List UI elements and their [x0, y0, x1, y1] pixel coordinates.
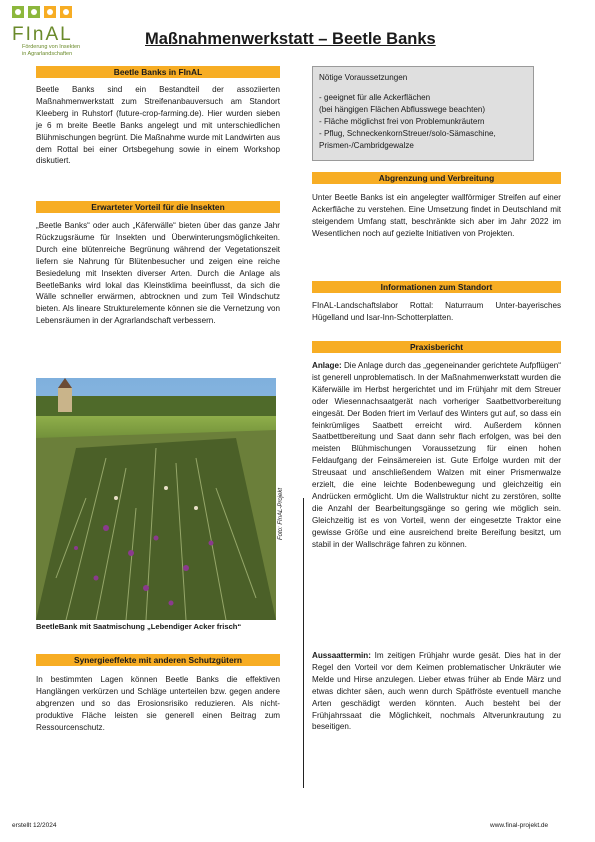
- section-header-site-info: Informationen zum Standort: [312, 281, 561, 293]
- logo-subtitle: Förderung von Insekten in Agrarlandschaften: [22, 44, 81, 57]
- sowing-date-label: Aussaattermin:: [312, 651, 371, 660]
- requirement-item: - Pflug, SchneckenkornStreuer/solo-Sämaschine, Prismen-/Cambridgewalze: [319, 128, 496, 150]
- requirements-box: [312, 66, 534, 161]
- footer-website[interactable]: www.final-projekt.de: [490, 822, 549, 829]
- practice-report-sowing-date: [312, 650, 561, 733]
- sowing-date-text: Im zeitigen Frühjahr wurde gesät. Dies hat in der Regel den Vorteil vor dem Keimen problematischer Unkräuter wie Melde und Hirse anzulegen. Lieber etwas früher ab Ende März und etwas dichter säen, auch wenn durch Spätfröste eventuell manche Arten geschädigt werden könnten. Auch besteht bei der Frühjahrssaat die Möglichkeit, nochmals Altverunkrautung zu beseitigen.: [312, 651, 561, 732]
- section-header-expected-benefit: Erwarteter Vorteil für die Insekten: [36, 201, 280, 213]
- requirements-title: Nötige Voraussetzungen: [319, 73, 408, 82]
- requirement-item: (bei hängigen Flächen Abflusswege beachten): [319, 104, 486, 114]
- column-divider: [303, 498, 304, 788]
- section-header-practice-report: Praxisbericht: [312, 341, 561, 353]
- requirement-item: - Fläche möglichst frei von Problemunkräutern: [319, 116, 485, 126]
- section-text-beetle-banks: Beetle Banks sind ein Bestandteil der assoziierten Maßnahmenwerkstatt zum Streifenanbauversuch am Standort Kleeberg in Ruhstorf (future-crop-farming.de). Hier wurden sieben je 6 m breite Beetle Banks angelegt und mit unterschiedlichen Blühmischungen begrünt. Die Maßnahme wurde mit Landwirten aus dem Rottal bei einer Ortsbegehung sowie in einem Workshop diskutiert.: [36, 85, 280, 166]
- page-title: Maßnahmenwerkstatt – Beetle Banks: [145, 30, 436, 48]
- section-header-synergy: Synergieeffekte mit anderen Schutzgütern: [36, 654, 280, 666]
- svg-text:FInAL: FInAL: [12, 24, 73, 45]
- footer-created: erstellt 12/2024: [12, 822, 57, 829]
- practice-report-planting: [312, 360, 561, 551]
- requirement-item: - geeignet für alle Ackerflächen: [319, 92, 431, 102]
- photo-caption: BeetleBank mit Saatmischung „Lebendiger Acker frisch“: [36, 622, 242, 631]
- section-text-synergy: In bestimmten Lagen können Beetle Banks die effektiven Hanglängen verkürzen und Schläge unterteilen bzw. gegen andere abgrenzen und so das Erosionsrisiko reduzieren. Als nicht-produktive Fläche leisten sie generell einen Beitrag zum Ressourcenschutz.: [36, 675, 280, 732]
- section-text-expected-benefit: „Beetle Banks“ oder auch „Käferwälle“ bieten über das ganze Jahr Rückzugsräume für Insekten und Überwinterungsmöglichkeiten. Durch eine blütenreiche Begrünung während der Vegetationszeit liefern sie Nahrung für Blütenbesucher und zeigen eine reiche Besiedelung mit Insekten diverser Arten. Durch die Anlage als BeetleBanks wird lokal das Kleinstklima beeinflusst, da sich die Wälle schneller erwärmen, abtrocknen und zum Teil Windschutz bieten. Als lineare Strukturelemente können sie die Vernetzung von Lebensräumen in der Agrarlandschaft verbessern.: [36, 221, 280, 326]
- section-header-distribution: Abgrenzung und Verbreitung: [312, 172, 561, 184]
- photo-credit: Foto: FInAL-Projekt: [278, 487, 284, 540]
- planting-label: Anlage:: [312, 361, 342, 370]
- planting-text: Die Anlage durch das „gegeneinander gerichtete Aufpflügen“ ist generell unproblematisch. In der Maßnahmenwerkstatt wurden die Käferwälle im Herbst hergerichtet und im Frühjahr mit dem Streuer oder Wiesennachsaatgerät nach vorheriger Saatbettvorbereitung eingesät. Der Boden friert im Verlauf des Winters gut auf, so dass ein feinkrümliges Saatbett erreicht wird. Außerdem können Saatbettbereitung und Saat dann sehr flach erfolgen, was bei den meisten Blühmischungen Voraussetzung für einen hohen Feldaufgang der Feinsämereien ist. Gute Erfolge wurden mit der Streusaat und anschließendem Walzen mit einer Prismenwalze erzielt, die eine leichte Bodenbewegung und gleichzeitig ein Andrücken ermöglicht. Um die Wallstruktur nicht zu zerstören, sollte die Anzahl der Bearbeitungsgänge so gering wie möglich sein. Gleichzeitig ist es von Vorteil, wenn der eingesetzte Traktor eine gewisse Größe und eine ausreichend breite Bereifung besitzt, um stabil in der Wallschräge fahren zu können.: [312, 361, 561, 549]
- section-header-beetle-banks: Beetle Banks in FInAL: [36, 66, 280, 78]
- section-text-site-info: FInAL-Landschaftslabor Rottal: Naturraum Unter-bayerisches Hügelland und Isar-Inn-Schotterplatten.: [312, 301, 561, 322]
- beetle-bank-photo: [36, 378, 276, 620]
- section-text-distribution: Unter Beetle Banks ist ein angelegter wallförmiger Streifen auf einer Ackerfläche zu verstehen. Eine Umsetzung findet in Deutschland mit steigendem Umfang statt, beschränkte sich aber im Jahr 2022 im Wesentlichen noch auf gezielte Initiativen von Projekten.: [312, 193, 561, 238]
